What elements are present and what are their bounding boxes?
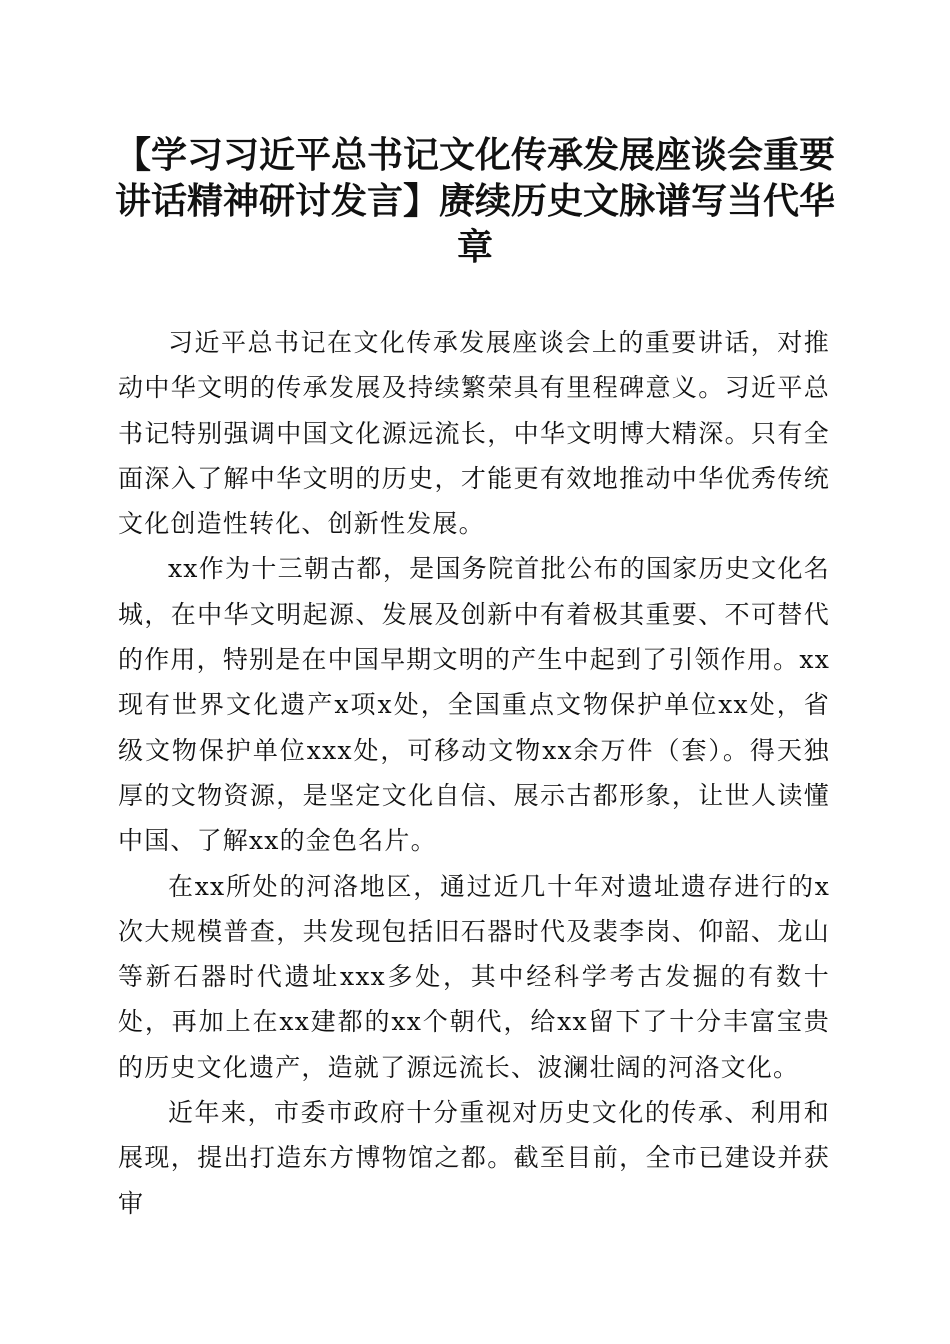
paragraph-2: xx作为十三朝古都，是国务院首批公布的国家历史文化名城，在中华文明起源、发展及创新中有着极其重要、不可替代的作用，特别是在中国早期文明的产生中起到了引领作用。xx现有世界文化遗产x项x处，全国重点文物保护单位xx处，省级文物保护单位xxx处，可移动文物xx余万件（套）。得天独厚的文物资源，是坚定文化自信、展示古都形象，让世人读懂中国、了解xx的金色名片。 — [118, 554, 830, 856]
document-title: 【学习习近平总书记文化传承发展座谈会重要讲话精神研讨发言】赓续历史文脉谱写当代华章 — [114, 134, 835, 268]
document-body — [118, 320, 830, 1226]
paragraph-3: 在xx所处的河洛地区，通过近几十年对遗址遗存进行的x次大规模普查，共发现包括旧石器时代及裴李岗、仰韶、龙山等新石器时代遗址xxx多处，其中经科学考古发掘的有数十处，再加上在xx建都的xx个朝代，给xx留下了十分丰富宝贵的历史文化遗产，造就了源远流长、波澜壮阔的河洛文化。 — [118, 871, 830, 1082]
paragraph-4: 近年来，市委市政府十分重视对历史文化的传承、利用和展现，提出打造东方博物馆之都。截至目前，全市已建设并获审 — [118, 1098, 830, 1218]
paragraph-1: 习近平总书记在文化传承发展座谈会上的重要讲话，对推动中华文明的传承发展及持续繁荣具有里程碑意义。习近平总书记特别强调中国文化源远流长，中华文明博大精深。只有全面深入了解中华文明的历史，才能更有效地推动中华优秀传统文化创造性转化、创新性发展。 — [118, 328, 830, 539]
